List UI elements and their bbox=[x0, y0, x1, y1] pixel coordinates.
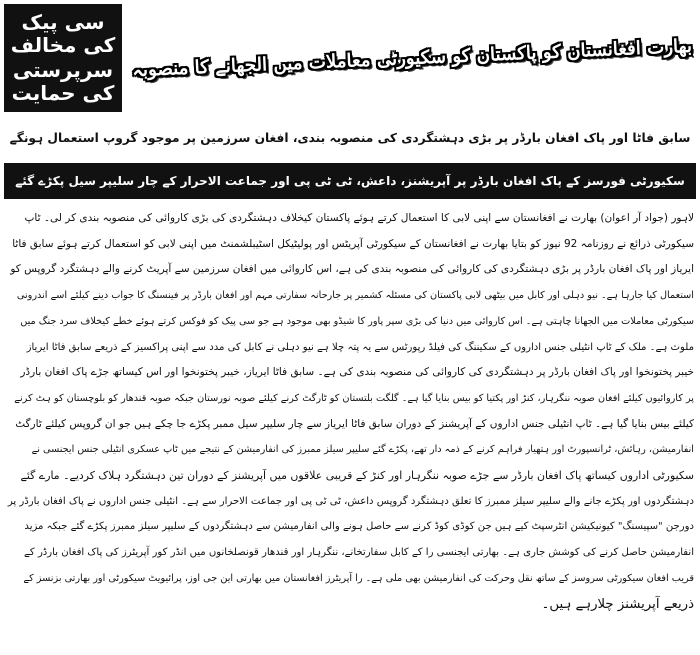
article-line: ایریاز اور پاک افغان بارڈر پر بڑی دہشتگردی کی کاروائی کی منصوبہ بندی کی ہے، اس کاروائی میں افغان سرزمین سے آپریٹ کرنے والے دہشتگرد گروپس کو bbox=[10, 263, 694, 276]
subheadline-2-text: سکیورٹی فورسز کے پاک افغان بارڈر پر آپریشنز، داعش، ٹی ٹی پی اور جماعت الاحرار کے چار سلیپر سیل پکڑے گئے bbox=[15, 174, 685, 188]
side-tagline-box bbox=[4, 4, 122, 112]
subheadline-1 bbox=[4, 118, 696, 158]
main-headline-container bbox=[128, 2, 696, 114]
article-line: دورجن "سپیسنگ" کیونیکیشن انٹرسپٹ کیے ہیں جن کوڈی کوڈ کرنے سے حاصل ہونے والی انفارمیشن سے دہشتگردوں کے سلیپر سیلز ممبرز پکڑے گئے جبکہ مزید bbox=[24, 521, 694, 533]
article-line: ملوث ہے۔ ملک کے ٹاپ انٹیلی جنس اداروں کے سکیننگ کی فیلڈ رپورٹس سے یہ پتہ چلا ہے نیو دہلی نے کابل کی مدد سے اپنی پراکسیز کے ذریعے سابق فاٹا ایریاز bbox=[26, 341, 694, 353]
article-line: دہشتگردوں اور پکڑے جانے والے سلیپر سیلز ممبرز کا تعلق دہشتگرد گروپس داعش، ٹی ٹی پی اور جماعت الاحرار سے ہے۔ انٹیلی جنس اداروں نے پاک افغان بارڈر پر bbox=[7, 495, 694, 507]
subheadline-1-text: سابق فاٹا اور پاک افغان بارڈر پر بڑی دہشتگردی کی منصوبہ بندی، افغان سرزمین پر موجود گروپ استعمال ہونگے bbox=[9, 131, 691, 145]
article-line: انفارمیشن حاصل کرنے کی کوشش جاری ہے۔ بھارتی ایجنسی را کے کابل سفارتخانے، ننگرہار اور قندھار قونصلخانوں میں انڈر کور آپریٹرز کی پاک افغان بارڈر کے bbox=[24, 547, 694, 559]
article-line: انفارمیشن، رہائش، ٹرانسپورٹ اور ہتھیار فراہم کرنے کے ذمہ دار تھے، پکڑے گئے سلیپر سیلز ممبرز کی انفارمیشن کے نتیجے میں ٹاپ عسکری انٹیلی جنس ایجنسی نے bbox=[31, 444, 694, 456]
article-line: سیکورٹی معاملات میں الجھانا چاہتی ہے۔ اس کاروائی میں دنیا کی بڑی سپر پاور کا شیڈو بھی موجود ہے جو سی پیک کو فوکس کرتے ہوئے خطے کیخلاف سرد جنگ میں bbox=[20, 315, 694, 327]
article-body bbox=[6, 206, 694, 652]
article-line: کیلئے بیس بنایا گیا ہے۔ ٹاپ انٹیلی جنس اداروں کے آپریشنز کے دوران سابق فاٹا ایریاز سے چار سلیپر سیل ممبر پکڑے جا چکے ہیں جو ان گروپس کیلئے ٹارگٹ bbox=[15, 417, 694, 430]
article-line: قریب افغان سیکورٹی سروسز کے ساتھ نقل وحرکت کی انفارمیشن بھی ملی ہے۔ را آپریٹرز افغانستان میں بھارتی این جی اوز، پرائیویٹ سیکورٹی اور بھارتی بزنسز کے bbox=[23, 572, 694, 584]
article-line: خیبر پختونخوا اور پاک افغان بارڈر پر دہشتگردی کی کاروائی کی منصوبہ بندی کی ہے۔ سابق فاٹا ایریاز، خیبر پختونخوا اور اس کیساتھ جڑے پاک افغان بارڈر bbox=[20, 366, 694, 379]
main-headline: بھارت افغانستان کو پاکستان کو سکیورٹی معاملات میں الجھانے کا منصوبہ bbox=[131, 35, 693, 81]
article-line: پر کاروائیوں کیلئے افغان صوبہ ننگرہار، کنڑ اور پکتیا کو بیس بنایا گیا ہے۔ گلگت بلتستان کو ٹارگٹ کرنے کیلئے صوبہ نورستان جبکہ صوبہ قندھار کو بلوچستان کو ہٹ کرنے bbox=[14, 392, 694, 404]
article-line: لاہور (جواد آر اعوان) بھارت نے افغانستان سے اپنی لابی کا استعمال کرتے ہوئے پاکستان کیخلاف دہشتگردی کی بڑی کاروائی کی منصوبہ بندی کر لی۔ ٹاپ bbox=[24, 212, 694, 224]
header-band bbox=[0, 0, 700, 116]
article-line: سیکورٹی ذرائع نے روزنامہ 92 نیوز کو بتایا بھارت نے افغانستان کے سیکورٹی آپریٹس اور پولیٹیکل اسٹیبلشمنٹ میں اپنی لابی کو استعمال کرتے ہوئے سابق فاٹا bbox=[12, 237, 694, 250]
side-tagline-line-2: سرپرستی کی حمایت bbox=[11, 58, 115, 105]
subheadline-2-banner bbox=[4, 163, 696, 199]
article-line: استعمال کیا جارہا ہے۔ نیو دہلی اور کابل میں بیٹھی لابی پاکستان کی مسئلہ کشمیر پر جارحانہ سفارتی مہم اور افغان بارڈر پر فینسنگ کا جواب دینے کیلئے اسے اندرونی bbox=[16, 290, 694, 302]
article-line: ذریعے آپریشنز چلارہے ہیں۔ bbox=[541, 596, 694, 612]
side-tagline-line-1: سی پیک کی مخالف bbox=[10, 10, 116, 57]
article-line: سکیورٹی اداروں کیساتھ پاک افغان بارڈر سے جڑے صوبہ ننگرہار اور کنڑ کے قریبی علاقوں میں آپریشنز کے دوران تین دہشتگرد ہلاک کردیے۔ مارے گئے bbox=[20, 469, 694, 483]
